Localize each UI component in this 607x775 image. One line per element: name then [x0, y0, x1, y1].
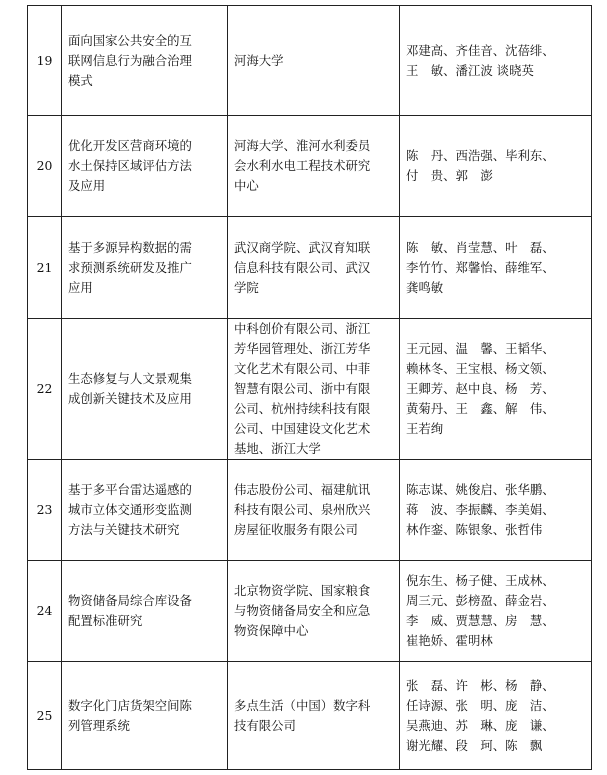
project-line: 成创新关键技术及应用 — [68, 391, 192, 406]
unit-line: 文化艺术有限公司、中菲 — [234, 361, 371, 376]
people-line: 林作銮、陈银象、张哲伟 — [406, 522, 543, 537]
unit-line: 科技有限公司、泉州欣兴 — [234, 502, 371, 517]
people-line: 王卿芳、赵中良、杨 芳、 — [406, 381, 555, 396]
people-line: 龚鸣敏 — [406, 279, 444, 295]
unit-line: 会水利水电工程技术研究 — [234, 158, 371, 173]
project-line: 配置标准研究 — [68, 613, 143, 628]
project-name — [62, 217, 228, 319]
people-line: 陈 敏、肖莹慧、叶 磊、 — [406, 239, 555, 255]
project-line: 优化开发区营商环境的 — [68, 138, 192, 153]
table-row — [28, 217, 592, 319]
completing-units — [228, 116, 400, 217]
people-line: 崔艳娇、霍明林 — [406, 633, 493, 648]
people-line: 付 贵、郭 澎 — [406, 168, 493, 183]
unit-line: 与物资储备局安全和应急 — [234, 603, 371, 618]
people-line: 倪东生、杨子健、王成林、 — [406, 573, 555, 588]
project-line: 数字化门店货架空间陈 — [68, 697, 192, 713]
project-name — [62, 319, 228, 460]
completing-units — [228, 662, 400, 770]
table-row — [28, 6, 592, 116]
main-contributors — [400, 460, 592, 561]
row-number: 23 — [28, 460, 62, 561]
table-row — [28, 116, 592, 217]
unit-line: 基地、浙江大学 — [234, 441, 321, 456]
completing-units — [228, 561, 400, 662]
people-line: 陈志谋、姚俊启、张华鹏、 — [406, 482, 555, 497]
row-number: 24 — [28, 561, 62, 662]
people-line: 王元园、温 馨、王韬华、 — [406, 341, 555, 356]
project-line: 方法与关键技术研究 — [68, 522, 180, 537]
unit-line: 芳华园管理处、浙江芳华 — [234, 341, 371, 356]
unit-line: 公司、中国建设文化艺术 — [234, 421, 371, 436]
project-line: 求预测系统研发及推广 — [68, 259, 192, 275]
unit-line: 中心 — [234, 178, 259, 193]
project-line: 基于多平台雷达遥感的 — [68, 482, 192, 497]
people-line: 蒋 波、李振麟、李美娟、 — [406, 502, 555, 517]
people-line: 陈 丹、西浩强、毕利东、 — [406, 148, 555, 163]
main-contributors — [400, 662, 592, 770]
unit-line: 伟志股份公司、福建航讯 — [234, 482, 371, 497]
completing-units — [228, 319, 400, 460]
project-line: 模式 — [68, 72, 93, 88]
project-line: 生态修复与人文景观集 — [68, 371, 192, 386]
unit-line: 物资保障中心 — [234, 623, 309, 638]
row-number: 22 — [28, 319, 62, 460]
unit-line: 河海大学、淮河水利委员 — [234, 138, 371, 153]
unit-line: 武汉商学院、武汉育知联 — [234, 239, 371, 255]
unit-line: 河海大学 — [234, 52, 284, 68]
project-line: 水土保持区域评估方法 — [68, 158, 192, 173]
project-name — [62, 662, 228, 770]
table-row — [28, 662, 592, 770]
project-line: 及应用 — [68, 178, 106, 193]
people-line: 张 磊、许 彬、杨 静、 — [406, 677, 555, 693]
main-contributors — [400, 116, 592, 217]
unit-line: 智慧有限公司、浙中有限 — [234, 381, 371, 396]
main-contributors — [400, 561, 592, 662]
people-line: 黄菊丹、王 鑫、解 伟、 — [406, 401, 555, 416]
main-contributors — [400, 319, 592, 460]
award-table — [27, 5, 592, 770]
unit-line: 中科创价有限公司、浙江 — [234, 321, 371, 336]
row-number: 19 — [28, 6, 62, 116]
people-line: 李竹竹、郑馨怡、薛维军、 — [406, 259, 555, 275]
project-name — [62, 460, 228, 561]
people-line: 周三元、彭榜盈、薛金岩、 — [406, 593, 555, 608]
people-line: 王若绚 — [406, 421, 444, 436]
people-line: 任诗源、张 明、庞 洁、 — [406, 697, 555, 713]
people-line: 王 敏、潘江波 谈晓英 — [406, 62, 534, 78]
people-line: 赖林冬、王宝根、杨文领、 — [406, 361, 555, 376]
row-number: 21 — [28, 217, 62, 319]
project-line: 列管理系统 — [68, 717, 130, 733]
unit-line: 学院 — [234, 279, 259, 295]
main-contributors — [400, 6, 592, 116]
project-line: 面向国家公共安全的互 — [68, 32, 192, 48]
table-row — [28, 460, 592, 561]
row-number: 20 — [28, 116, 62, 217]
unit-line: 技有限公司 — [234, 717, 296, 733]
main-contributors — [400, 217, 592, 319]
project-name — [62, 561, 228, 662]
people-line: 邓建高、齐佳音、沈蓓绯、 — [406, 42, 555, 58]
project-line: 基于多源异构数据的需 — [68, 239, 192, 255]
project-line: 联网信息行为融合治理 — [68, 52, 192, 68]
unit-line: 公司、杭州持续科技有限 — [234, 401, 371, 416]
completing-units — [228, 460, 400, 561]
unit-line: 房屋征收服务有限公司 — [234, 522, 358, 537]
project-name — [62, 6, 228, 116]
row-number: 25 — [28, 662, 62, 770]
project-name — [62, 116, 228, 217]
unit-line: 信息科技有限公司、武汉 — [234, 259, 371, 275]
people-line: 谢光耀、段 珂、陈 飘 — [406, 737, 543, 753]
completing-units — [228, 217, 400, 319]
project-line: 应用 — [68, 279, 93, 295]
people-line: 吴燕迪、苏 琳、庞 谦、 — [406, 717, 555, 733]
project-line: 物资储备局综合库设备 — [68, 593, 192, 608]
project-line: 城市立体交通形变监测 — [68, 502, 192, 517]
table-row — [28, 319, 592, 460]
table-row — [28, 561, 592, 662]
award-table-body — [28, 6, 592, 770]
completing-units — [228, 6, 400, 116]
unit-line: 北京物资学院、国家粮食 — [234, 583, 371, 598]
unit-line: 多点生活（中国）数字科 — [234, 697, 371, 713]
people-line: 李 威、贾慧慧、房 慧、 — [406, 613, 555, 628]
